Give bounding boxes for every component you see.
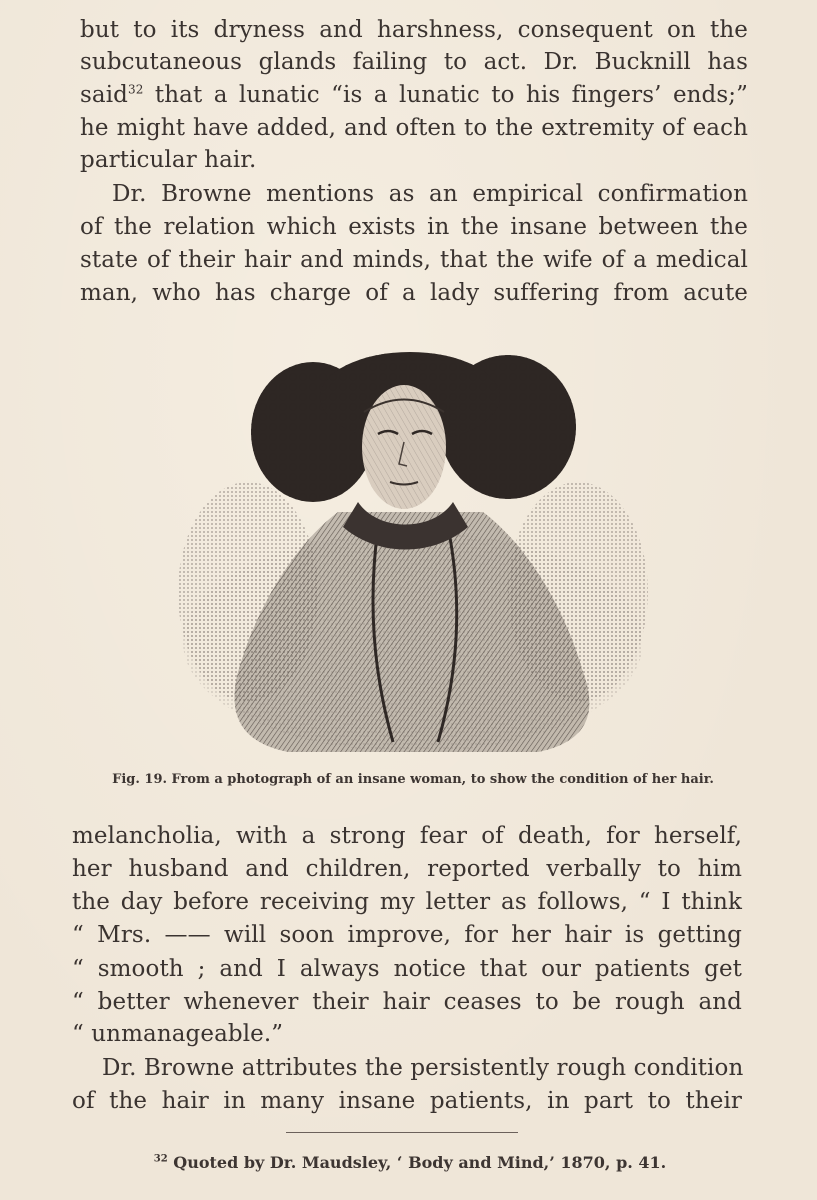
text-line [80,79,748,111]
text-line: Dr. Browne mentions as an empirical confirmation [112,181,748,207]
text-line: “ Mrs. —— will soon improve, for her hair is getting [72,922,742,948]
text-line-rest: that a lunatic “is a lunatic to his fingers’ ends;” [154,82,748,108]
figure-caption: Fig. 19. From a photograph of an insane woman, to show the condition of her hair. [112,772,714,787]
text-line: her husband and children, reported verbally to him [72,856,742,882]
text-line: the day before receiving my letter as follows, “ I think [72,889,742,915]
text-line: state of their hair and minds, that the wife of a medical [80,247,748,273]
text-line: “ better whenever their hair ceases to be rough and [72,989,742,1015]
portrait-engraving [178,342,648,762]
text-line: melancholia, with a strong fear of death, for herself, [72,823,742,849]
text-line: Dr. Browne attributes the persistently rough condition [102,1055,744,1081]
footnote [120,1150,700,1176]
text-line: he might have added, and often to the extremity of each [80,115,748,141]
text-line: “ smooth ; and I always notice that our patients get [72,956,742,982]
footnote-rule [286,1132,518,1133]
text-line: “ unmanageable.” [72,1021,284,1047]
footnote-reference: 32 [128,82,144,97]
text-line: particular hair. [80,147,257,173]
text-line: of the hair in many insane patients, in part to their [72,1088,742,1114]
text-line: man, who has charge of a lady suffering from acute [80,280,748,306]
portrait-illustration [178,342,648,762]
text-line: of the relation which exists in the insane between the [80,214,748,240]
text-line: but to its dryness and harshness, consequent on the [80,17,748,43]
footnote-number: 32 [153,1153,168,1165]
footnote-text: Quoted by Dr. Maudsley, ‘ Body and Mind,’ 1870, p. 41. [173,1153,667,1172]
text-line: subcutaneous glands failing to act. Dr. Bucknill has [80,49,748,75]
said-word: said [80,82,128,108]
face [362,385,446,509]
